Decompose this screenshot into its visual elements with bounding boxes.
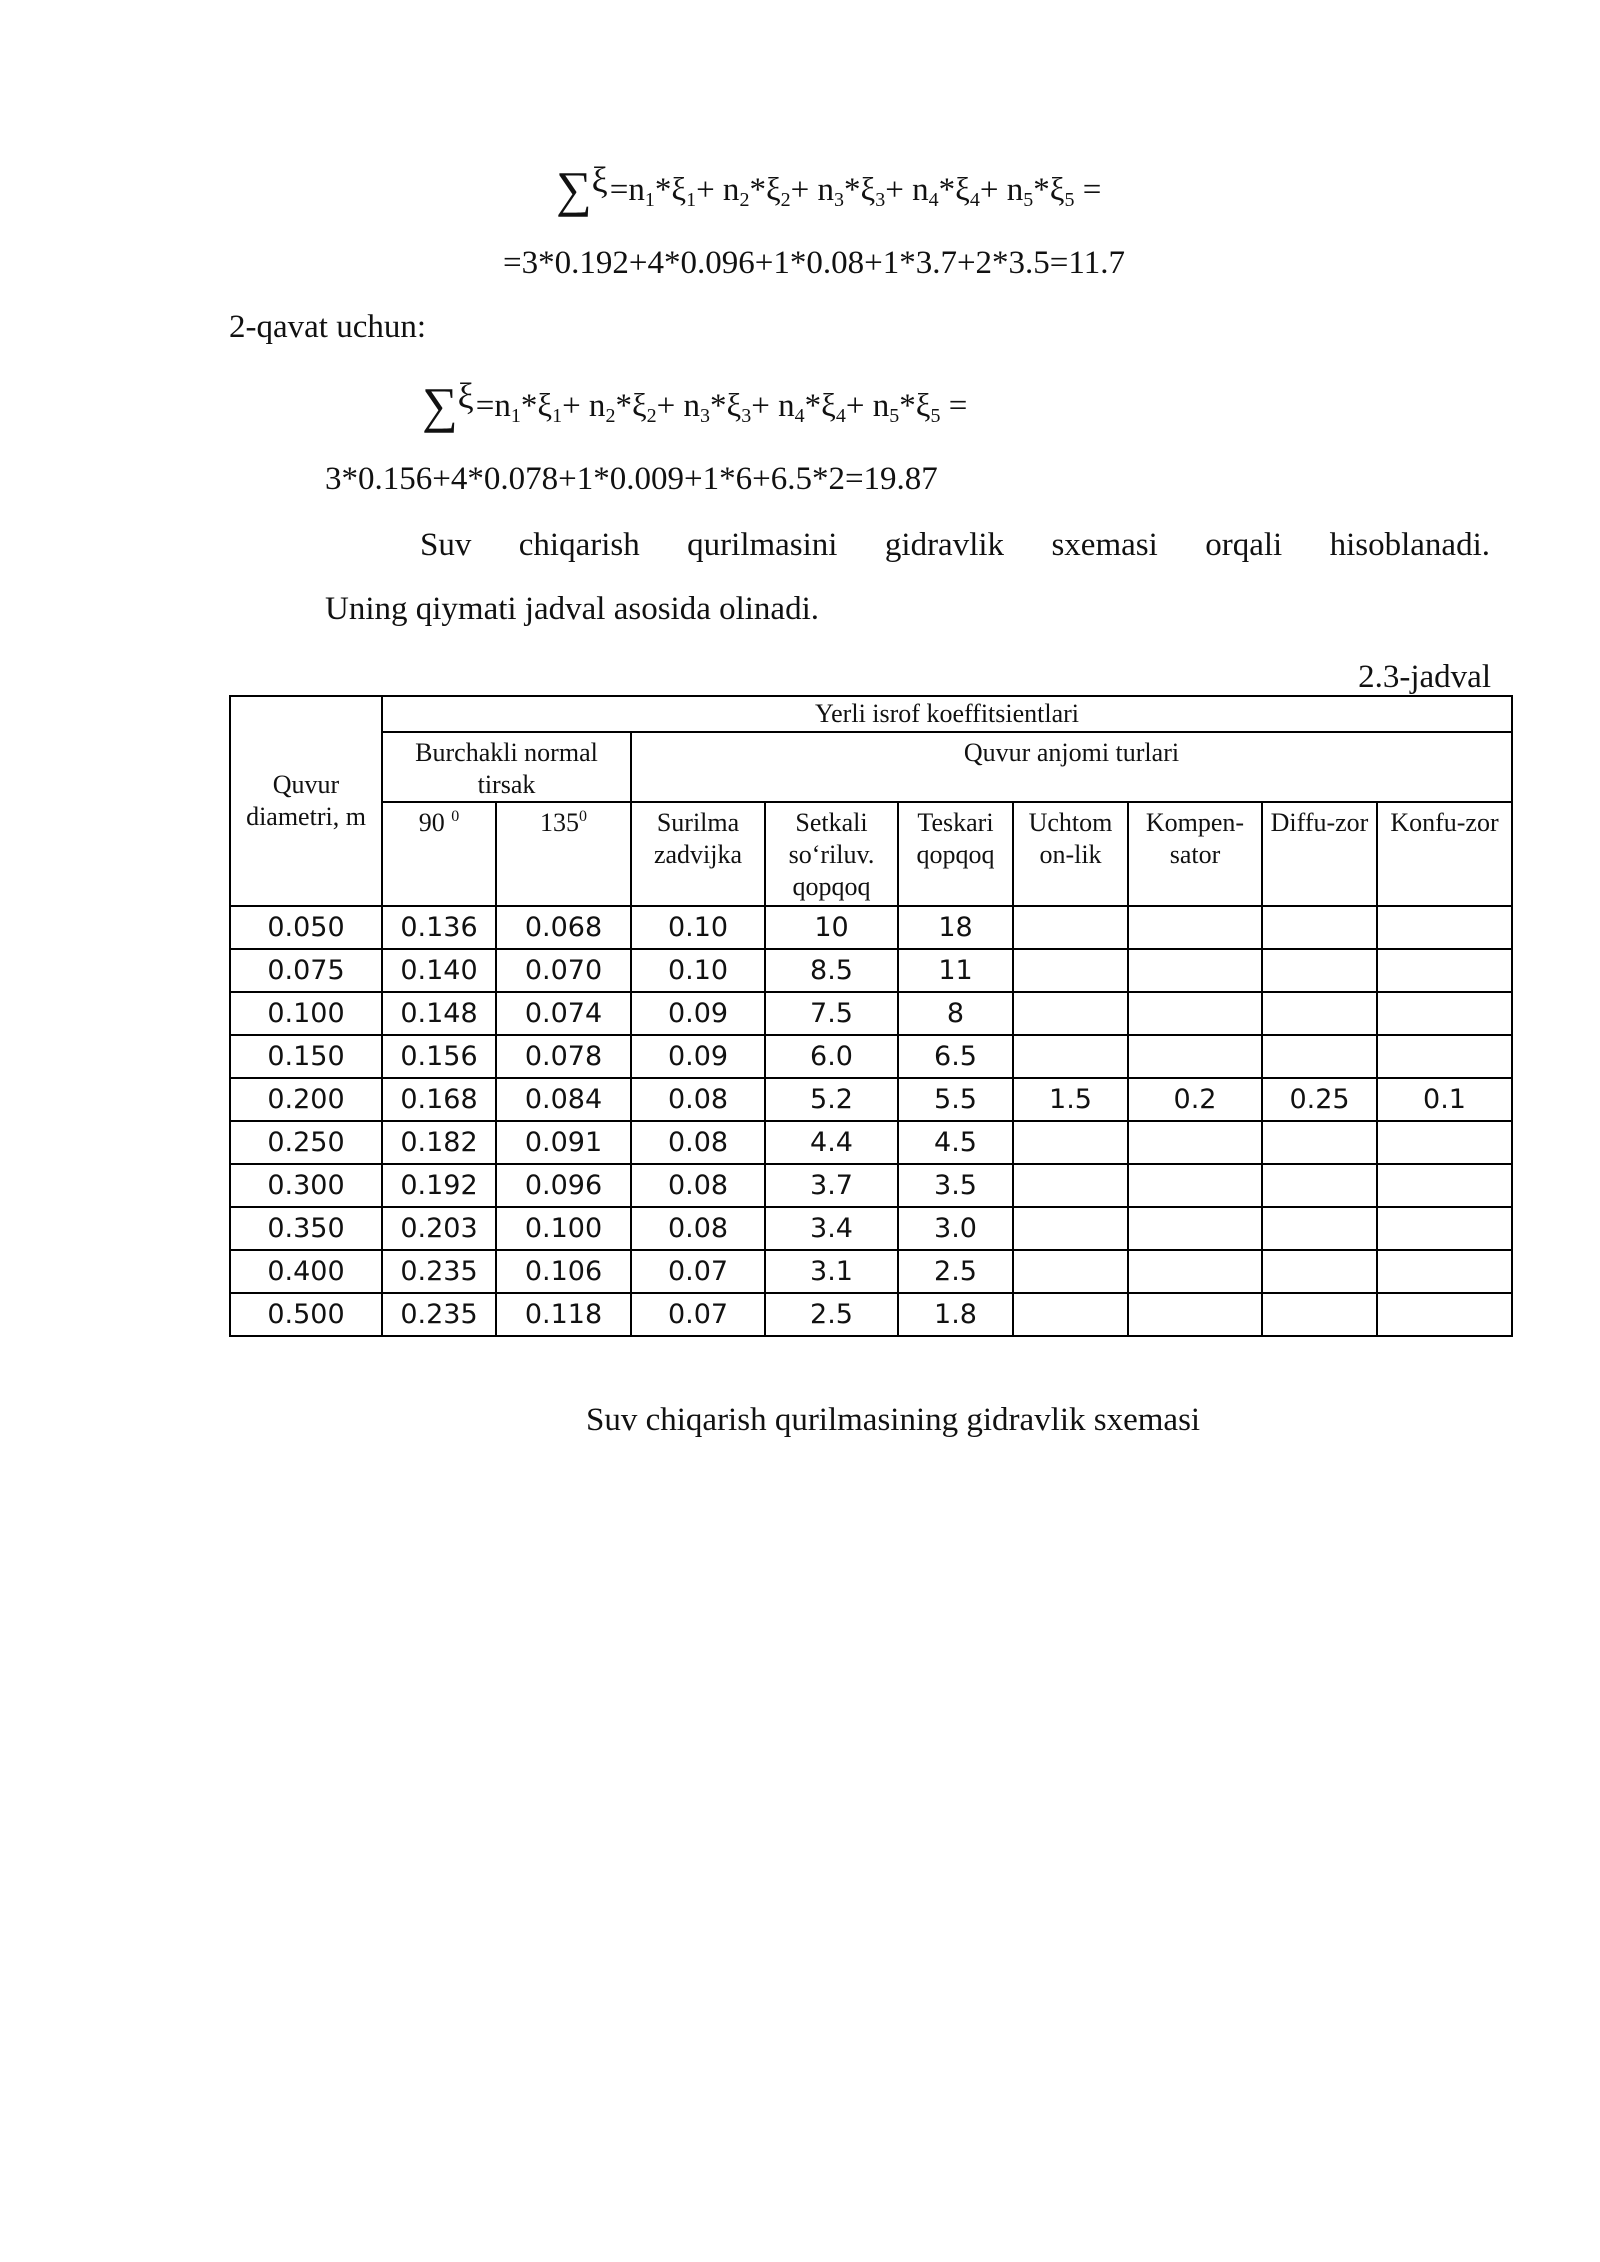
table-cell (1377, 1250, 1512, 1293)
table-cell (1128, 1250, 1262, 1293)
table-cell (1377, 1293, 1512, 1336)
angle-90-value: 90 (418, 808, 445, 837)
table-cell (1262, 1250, 1377, 1293)
table-cell (1377, 992, 1512, 1035)
table-cell: 0.182 (382, 1121, 496, 1164)
table-cell (1128, 992, 1262, 1035)
table-cell: 7.5 (765, 992, 898, 1035)
table-cell: 5.5 (898, 1078, 1013, 1121)
table-cell: 0.07 (631, 1250, 765, 1293)
table-cell (1262, 1035, 1377, 1078)
table-cell: 0.10 (631, 906, 765, 949)
table-row (230, 992, 1512, 1035)
header-surilma-zadvijka: Surilma zadvijka (631, 802, 765, 906)
table-cell: 0.235 (382, 1250, 496, 1293)
table-cell: 0.074 (496, 992, 631, 1035)
header-normal-elbow: Burchakli normal tirsak (382, 732, 631, 802)
table-cell (1262, 1293, 1377, 1336)
table-cell (1128, 1035, 1262, 1078)
xi-symbol: ξ (591, 160, 608, 200)
table-row (230, 949, 1512, 992)
xi-symbol: ξ (457, 376, 474, 416)
table-cell: 5.2 (765, 1078, 898, 1121)
formula-result-1: =3*0.192+4*0.096+1*0.08+1*3.7+2*3.5=11.7 (503, 245, 1125, 281)
table-cell: 6.5 (898, 1035, 1013, 1078)
table-cell (1128, 906, 1262, 949)
table-cell (1128, 1293, 1262, 1336)
table-row (230, 1164, 1512, 1207)
table-cell: 0.136 (382, 906, 496, 949)
formula-2-expression: $=n_1*\xi_1+ n_2*\xi_2+ n_3*\xi_3+ n_4*\xi_4+ n_5*\xi_5$ = (475, 388, 968, 427)
table-cell: 3.1 (765, 1250, 898, 1293)
table-cell (1377, 1164, 1512, 1207)
table-cell (1262, 949, 1377, 992)
floor-2-label: 2-qavat uchun: (229, 309, 427, 345)
paragraph-line-2: Uning qiymati jadval asosida olinadi. (325, 591, 820, 627)
table-cell: 0.10 (631, 949, 765, 992)
table-cell: 0.091 (496, 1121, 631, 1164)
table-cell: 0.2 (1128, 1078, 1262, 1121)
table-cell: 0.192 (382, 1164, 496, 1207)
formula-line-2 (422, 376, 968, 433)
table-cell (1262, 1164, 1377, 1207)
table-cell (1013, 1207, 1128, 1250)
sigma-symbol: ∑ (422, 377, 458, 433)
table-cell: 0.100 (230, 992, 382, 1035)
table-cell: 8 (898, 992, 1013, 1035)
table-cell: 0.100 (496, 1207, 631, 1250)
loss-coefficient-table (229, 695, 1513, 1337)
table-cell: 0.09 (631, 1035, 765, 1078)
table-cell: 0.08 (631, 1207, 765, 1250)
table-cell: 0.150 (230, 1035, 382, 1078)
table-cell: 0.235 (382, 1293, 496, 1336)
table-cell: 0.300 (230, 1164, 382, 1207)
table-cell: 0.050 (230, 906, 382, 949)
header-local-loss-coefficients: Yerli isrof koeffitsientlari (382, 696, 1512, 732)
header-pipe-fittings: Quvur anjomi turlari (631, 732, 1512, 802)
table-cell: 0.200 (230, 1078, 382, 1121)
header-angle-135 (496, 802, 631, 906)
figure-caption: Suv chiqarish qurilmasining gidravlik sxemasi (586, 1402, 1201, 1438)
table-cell (1013, 949, 1128, 992)
header-pipe-diameter: Quvur diametri, m (230, 696, 382, 906)
header-setkali-qopqoq: Setkali so‘riluv. qopqoq (765, 802, 898, 906)
table-cell (1377, 1035, 1512, 1078)
table-cell: 1.5 (1013, 1078, 1128, 1121)
table-row (230, 1207, 1512, 1250)
table-cell (1128, 1121, 1262, 1164)
table-cell: 1.8 (898, 1293, 1013, 1336)
table-cell: 0.140 (382, 949, 496, 992)
table-cell: 0.400 (230, 1250, 382, 1293)
table-cell (1377, 949, 1512, 992)
formula-result-2: 3*0.156+4*0.078+1*0.009+1*6+6.5*2=19.87 (325, 461, 938, 497)
formula-1-expression: $=n_1*\xi_1+ n_2*\xi_2+ n_3*\xi_3+ n_4*\xi_4+ n_5*\xi_5$ = (609, 172, 1102, 211)
header-uchtomonlik: Uchtom on-lik (1013, 802, 1128, 906)
table-cell (1128, 1207, 1262, 1250)
table-cell (1013, 992, 1128, 1035)
table-cell: 11 (898, 949, 1013, 992)
table-cell: 0.09 (631, 992, 765, 1035)
table-cell: 0.500 (230, 1293, 382, 1336)
table-cell: 0.106 (496, 1250, 631, 1293)
table-cell: 3.7 (765, 1164, 898, 1207)
table-cell: 4.5 (898, 1121, 1013, 1164)
table-cell: 3.0 (898, 1207, 1013, 1250)
table-cell: 0.148 (382, 992, 496, 1035)
paragraph-line-1: Suv chiqarish qurilmasini gidravlik sxemasi orqali hisoblanadi. (420, 527, 1490, 563)
header-teskari-qopqoq: Teskari qopqoq (898, 802, 1013, 906)
table-cell (1013, 906, 1128, 949)
table-cell: 2.5 (898, 1250, 1013, 1293)
table-cell (1262, 906, 1377, 949)
table-cell: 0.08 (631, 1164, 765, 1207)
formula-line-1 (556, 160, 1102, 217)
table-cell: 0.075 (230, 949, 382, 992)
table-caption: 2.3-jadval (1358, 659, 1491, 695)
table-cell (1377, 906, 1512, 949)
table-row (230, 1078, 1512, 1121)
table-cell (1013, 1121, 1128, 1164)
table-row (230, 1293, 1512, 1336)
angle-135-value: 135 (540, 808, 579, 837)
table-cell: 0.07 (631, 1293, 765, 1336)
table-cell: 18 (898, 906, 1013, 949)
header-konfuzor: Konfu-zor (1377, 802, 1512, 906)
table-cell: 10 (765, 906, 898, 949)
table-row (230, 906, 1512, 949)
table-cell (1013, 1035, 1128, 1078)
table-row (230, 1121, 1512, 1164)
table-cell (1013, 1164, 1128, 1207)
table-cell: 0.118 (496, 1293, 631, 1336)
table-cell: 0.156 (382, 1035, 496, 1078)
degree-mark: 0 (579, 808, 587, 825)
table-cell: 8.5 (765, 949, 898, 992)
table-row (230, 1250, 1512, 1293)
table-cell: 0.070 (496, 949, 631, 992)
table-cell (1377, 1121, 1512, 1164)
table-cell: 0.350 (230, 1207, 382, 1250)
header-angle-90 (382, 802, 496, 906)
table-cell: 0.096 (496, 1164, 631, 1207)
sigma-symbol: ∑ (556, 161, 592, 217)
table-cell (1262, 1207, 1377, 1250)
table-cell (1013, 1293, 1128, 1336)
table-cell: 0.1 (1377, 1078, 1512, 1121)
table-cell (1377, 1207, 1512, 1250)
table-cell: 3.4 (765, 1207, 898, 1250)
table-row (230, 1035, 1512, 1078)
table-cell: 4.4 (765, 1121, 898, 1164)
table-cell: 0.078 (496, 1035, 631, 1078)
table-cell: 3.5 (898, 1164, 1013, 1207)
degree-mark: 0 (451, 808, 460, 825)
table-cell: 2.5 (765, 1293, 898, 1336)
table-cell: 0.084 (496, 1078, 631, 1121)
table-cell (1128, 949, 1262, 992)
table-cell: 0.25 (1262, 1078, 1377, 1121)
table-cell: 0.08 (631, 1078, 765, 1121)
table-cell: 0.203 (382, 1207, 496, 1250)
table-cell (1128, 1164, 1262, 1207)
table-cell: 0.068 (496, 906, 631, 949)
table-cell: 0.250 (230, 1121, 382, 1164)
table-cell: 6.0 (765, 1035, 898, 1078)
header-kompensator: Kompen-sator (1128, 802, 1262, 906)
table-cell: 0.168 (382, 1078, 496, 1121)
table-cell (1262, 1121, 1377, 1164)
table-cell (1013, 1250, 1128, 1293)
header-diffuzor: Diffu-zor (1262, 802, 1377, 906)
table-cell: 0.08 (631, 1121, 765, 1164)
table-cell (1262, 992, 1377, 1035)
